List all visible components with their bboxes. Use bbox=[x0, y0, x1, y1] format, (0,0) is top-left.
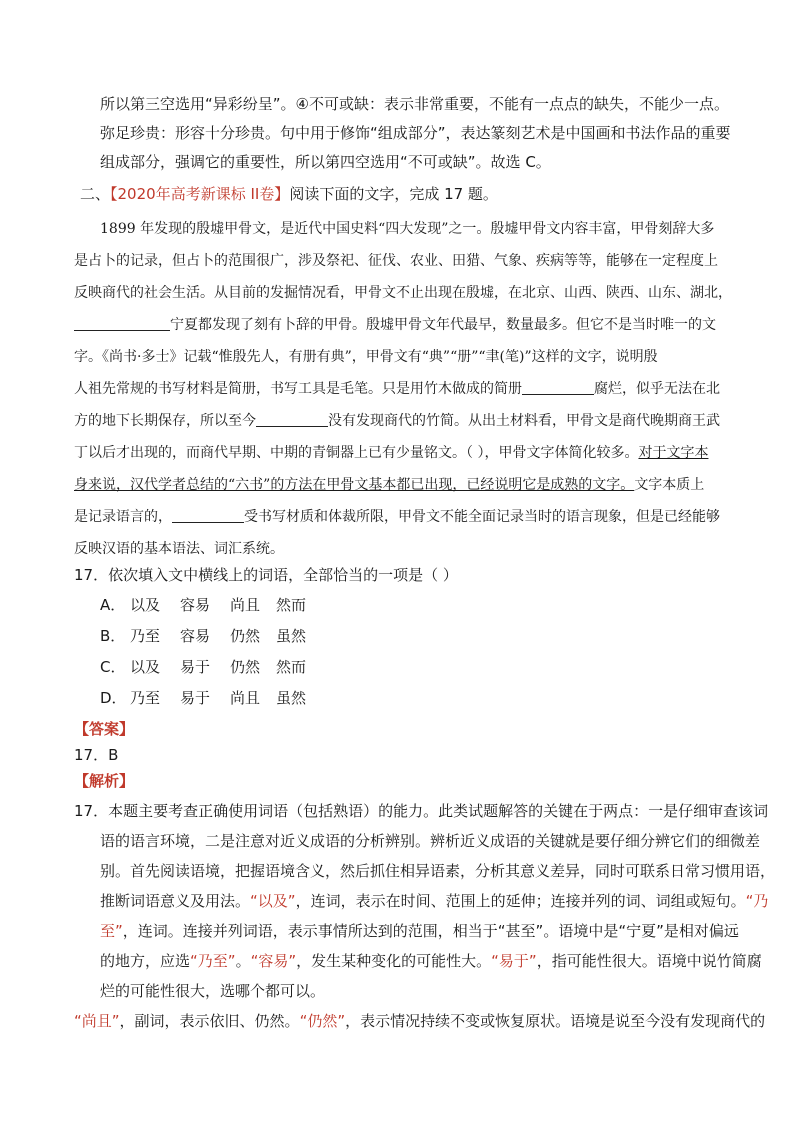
passage-line-8 bbox=[74, 443, 708, 463]
option-word: 容易 bbox=[180, 596, 211, 614]
intro-line-3: 组成部分，强调它的重要性，所以第四空选用“不可或缺”。故选 C。 bbox=[100, 153, 551, 171]
option-word: 尚且 bbox=[230, 596, 261, 614]
analysis-line-8 bbox=[74, 1011, 765, 1031]
analysis-text: 推断词语意义及用法。 bbox=[100, 892, 251, 910]
option-c bbox=[100, 657, 306, 677]
option-word: 以及 bbox=[130, 596, 161, 614]
analysis-term: “乃至” bbox=[190, 952, 236, 970]
analysis-line-5 bbox=[100, 921, 739, 941]
option-label: A． bbox=[100, 596, 126, 614]
passage-line-10a: 是记录语言的， bbox=[74, 509, 172, 525]
option-word: 仍然 bbox=[230, 658, 261, 676]
option-word: 乃至 bbox=[130, 627, 161, 645]
option-word: 容易 bbox=[180, 627, 211, 645]
question-stem: 17．依次填入文中横线上的词语，全部恰当的一项是（ ） bbox=[74, 566, 458, 584]
answer-heading: 【答案】 bbox=[74, 720, 135, 738]
analysis-term: “容易” bbox=[250, 952, 297, 970]
answer-value: 17．B bbox=[74, 746, 119, 764]
passage-line-10b: 受书写材质和体裁所限，甲骨文不能全面记录当时的语言现象，但是已经能够 bbox=[244, 509, 720, 525]
option-word: 易于 bbox=[180, 658, 211, 676]
passage-line-9 bbox=[74, 475, 704, 495]
passage-line-2: 是占卜的记录，但占卜的范围很广，涉及祭祀、征伐、农业、田猎、气象、疾病等等，能够在一定程度上 bbox=[74, 253, 718, 269]
option-label: D． bbox=[100, 689, 127, 707]
option-word: 虽然 bbox=[276, 627, 307, 645]
intro-line-2: 弥足珍贵：形容十分珍贵。句中用于修饰“组成部分”，表达篆刻艺术是中国画和书法作品的重要 bbox=[100, 124, 731, 142]
analysis-line-3: 别。首先阅读语境，把握语境含义，然后抓住相异语素，分析其意义差异，同时可联系日常习惯用语， bbox=[100, 862, 776, 880]
option-word: 然而 bbox=[276, 596, 307, 614]
option-word: 然而 bbox=[276, 658, 307, 676]
option-label: C． bbox=[100, 658, 126, 676]
passage-line-8a: 丁以后才出现的，而商代早期、中期的青铜器上已有少量铭文。（ ），甲骨文字体简化较多。 bbox=[74, 445, 639, 461]
passage-line-5: 字。《尚书·多士》记载“惟殷先人，有册有典”，甲骨文有“典”“册”“聿(笔)”这样的文字，说明殷 bbox=[74, 349, 658, 365]
passage-line-4 bbox=[74, 315, 716, 335]
option-d bbox=[100, 688, 306, 708]
analysis-term: “尚且” bbox=[74, 1012, 120, 1030]
analysis-term: “仍然” bbox=[299, 1012, 346, 1030]
passage-line-6b: 腐烂，似乎无法在北 bbox=[594, 381, 720, 397]
section-source: 【2020年高考新课标 II卷】 bbox=[110, 185, 290, 203]
section-number: 二、 bbox=[80, 185, 111, 203]
analysis-text: ，表示情况持续不变或恢复原状。语境是说至今没有发现商代的 bbox=[345, 1012, 766, 1030]
blank-3 bbox=[256, 412, 328, 427]
analysis-text: 。 bbox=[235, 952, 251, 970]
section-heading bbox=[80, 184, 498, 204]
passage-line-6a: 人祖先常规的书写材料是简册，书写工具是毛笔。只是用竹木做成的简册 bbox=[74, 381, 522, 397]
intro-line-1: 所以第三空选用“异彩纷呈”。④不可或缺：表示非常重要，不能有一点点的缺失，不能少一点。 bbox=[100, 95, 729, 113]
analysis-text: 的地方，应选 bbox=[100, 952, 191, 970]
option-word: 仍然 bbox=[230, 627, 261, 645]
analysis-term: “乃 bbox=[745, 892, 769, 910]
passage-line-9b: 文字本质上 bbox=[634, 477, 705, 493]
analysis-line-6 bbox=[100, 951, 762, 971]
passage-line-7b: 没有发现商代的竹简。从出土材料看，甲骨文是商代晚期商王武 bbox=[328, 413, 720, 429]
passage-line-8b: 对于文字本 bbox=[638, 445, 709, 461]
option-word: 虽然 bbox=[276, 689, 307, 707]
passage-line-11: 反映汉语的基本语法、词汇系统。 bbox=[74, 541, 284, 557]
analysis-line-4 bbox=[100, 891, 768, 911]
option-word: 尚且 bbox=[230, 689, 261, 707]
passage-line-10 bbox=[74, 507, 720, 527]
analysis-heading: 【解析】 bbox=[74, 772, 135, 790]
option-label: B． bbox=[100, 627, 126, 645]
blank-1 bbox=[74, 316, 170, 331]
blank-4 bbox=[172, 508, 244, 523]
section-instruction: 阅读下面的文字，完成 17 题。 bbox=[289, 185, 498, 203]
passage-line-9a: 身来说，汉代学者总结的“六书”的方法在甲骨文基本都已出现，已经说明它是成熟的文字。 bbox=[74, 477, 635, 493]
passage-line-4-text: 宁夏都发现了刻有卜辞的甲骨。殷墟甲骨文年代最早，数量最多。但它不是当时唯一的文 bbox=[170, 317, 716, 333]
blank-2 bbox=[522, 380, 594, 395]
option-word: 乃至 bbox=[130, 689, 161, 707]
analysis-line-7: 烂的可能性很大，选哪个都可以。 bbox=[100, 982, 326, 1000]
option-b bbox=[100, 626, 306, 646]
passage-line-7 bbox=[74, 411, 720, 431]
passage-line-1: 1899 年发现的殷墟甲骨文，是近代中国史料“四大发现”之一。殷墟甲骨文内容丰富，甲骨刻辞大多 bbox=[100, 221, 715, 237]
analysis-text: ，副词，表示依旧、仍然。 bbox=[119, 1012, 300, 1030]
option-a bbox=[100, 595, 306, 615]
option-word: 以及 bbox=[130, 658, 161, 676]
passage-line-6 bbox=[74, 379, 720, 399]
analysis-text: ，发生某种变化的可能性大。 bbox=[296, 952, 492, 970]
passage-line-3: 反映商代的社会生活。从目前的发掘情况看，甲骨文不止出现在殷墟，在北京、山西、陕西、山东、湖北， bbox=[74, 285, 732, 301]
option-word: 易于 bbox=[180, 689, 211, 707]
analysis-text: ，指可能性很大。语境中说竹简腐 bbox=[536, 952, 762, 970]
analysis-line-2: 语的语言环境，二是注意对近义成语的分析辨别。辨析近义成语的关键就是要仔细分辨它们的细微差 bbox=[100, 832, 761, 850]
analysis-line-1: 17．本题主要考查正确使用词语（包括熟语）的能力。此类试题解答的关键在于两点：一是仔细审查该词 bbox=[74, 802, 769, 820]
passage-line-7a: 方的地下长期保存，所以至今 bbox=[74, 413, 256, 429]
analysis-term: “以及” bbox=[250, 892, 296, 910]
analysis-term: “易于” bbox=[491, 952, 537, 970]
analysis-term: 至” bbox=[100, 922, 123, 940]
analysis-text: ，连词。连接并列词语，表示事情所达到的范围，相当于“甚至”。语境中是“宁夏”是相对偏远 bbox=[122, 922, 739, 940]
analysis-text: ，连词，表示在时间、范围上的延伸；连接并列的词、词组或短句。 bbox=[295, 892, 746, 910]
